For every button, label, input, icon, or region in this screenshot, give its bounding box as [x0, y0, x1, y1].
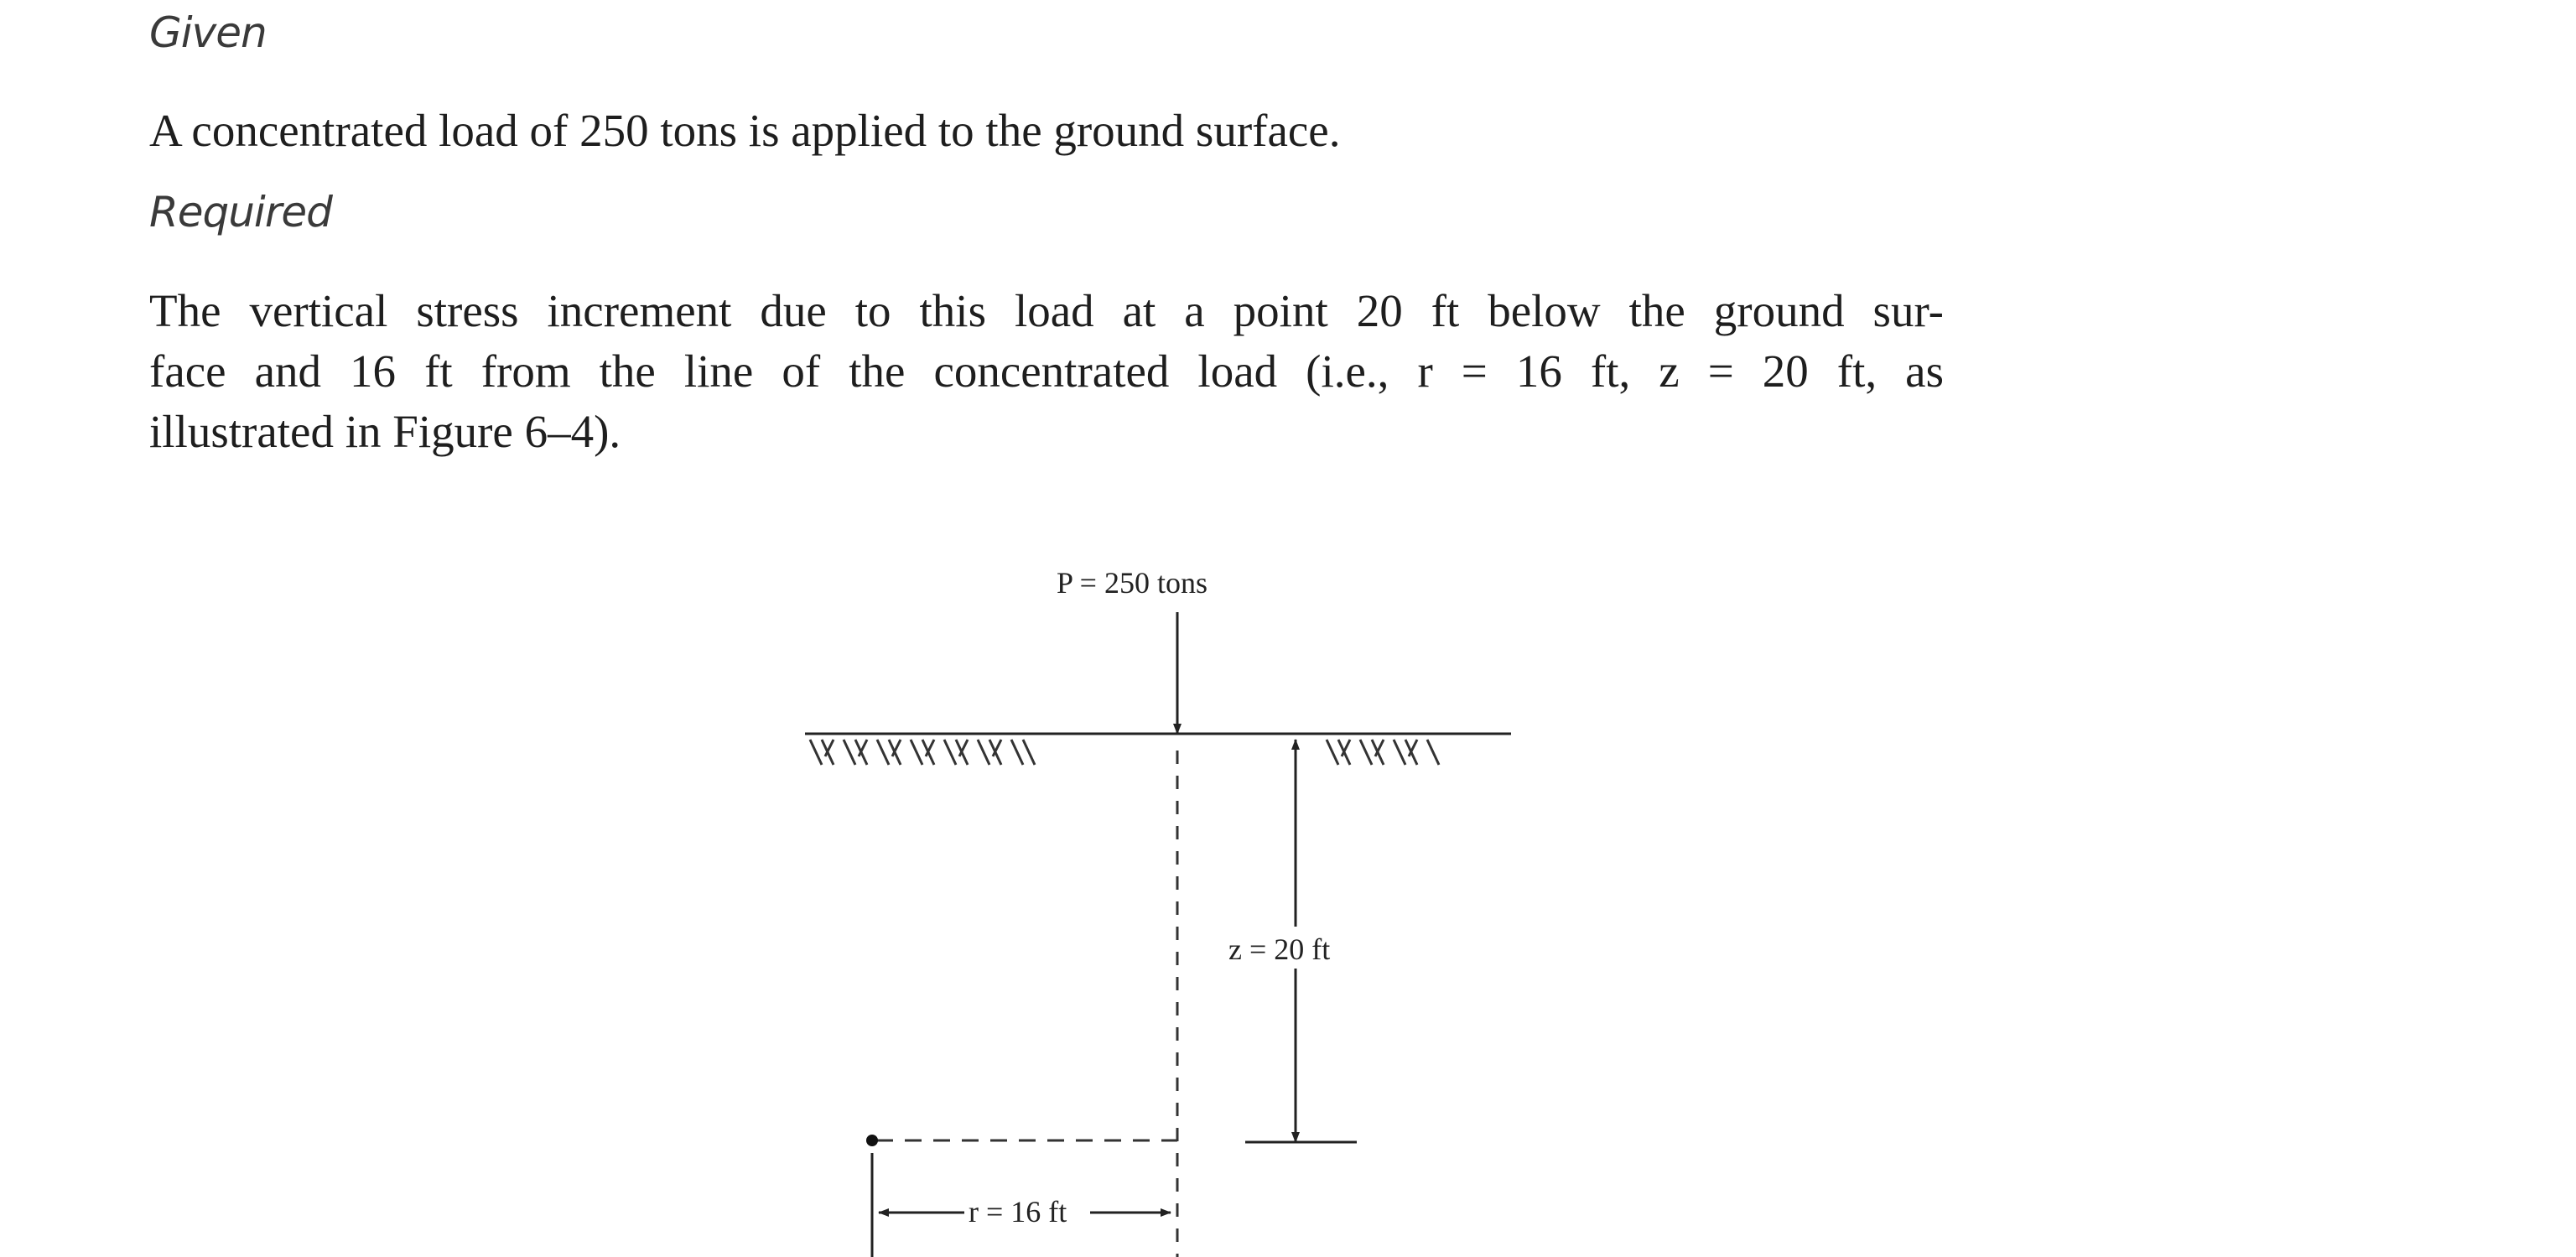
given-heading: Given	[149, 8, 267, 57]
required-text-line: face and 16 ft from the line of the concentrated load (i.e., r = 16 ft, z = 20 ft, as	[149, 345, 1944, 397]
depth-label: z = 20 ft	[1228, 932, 1331, 966]
soil-hatch-left	[810, 740, 1035, 765]
required-text-line: The vertical stress increment due to this load at a point 20 ft below the ground sur-	[149, 285, 1944, 336]
point-of-interest	[866, 1135, 878, 1146]
soil-hatch-right	[1327, 740, 1439, 765]
radius-label: r = 16 ft	[969, 1195, 1067, 1228]
given-text: A concentrated load of 250 tons is applied to the ground surface.	[149, 105, 1341, 156]
required-heading: Required	[149, 188, 332, 236]
figure-6-4	[788, 545, 1543, 1257]
load-label: P = 250 tons	[1057, 566, 1208, 600]
figure-diagram	[788, 545, 1543, 1257]
required-text-line: illustrated in Figure 6–4).	[149, 406, 621, 457]
